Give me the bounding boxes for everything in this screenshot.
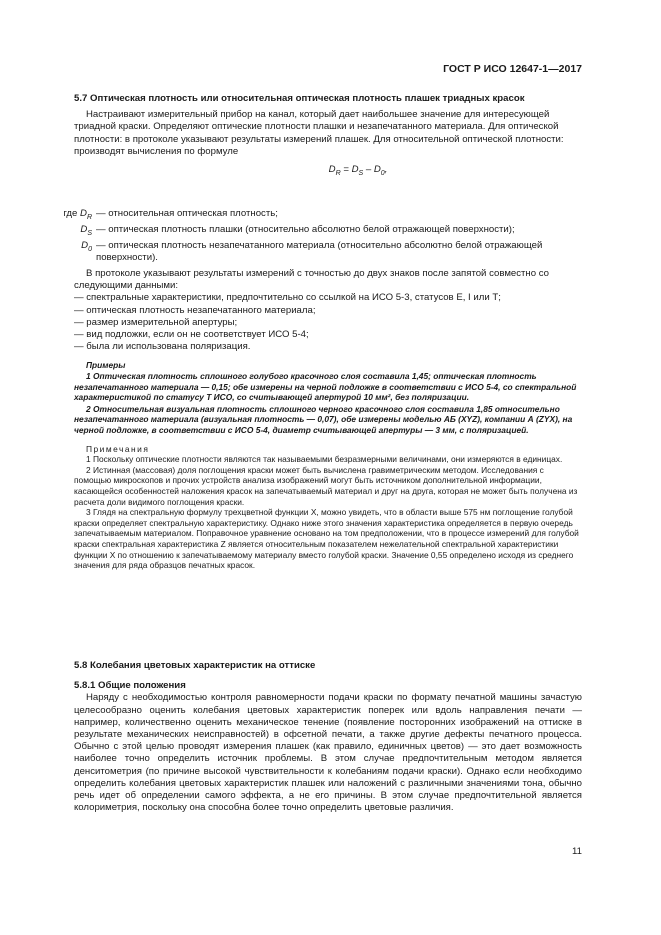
legend-text: — оптическая плотность плашки (относительно абсолютно белой отражающей поверхности); — [96, 224, 515, 236]
section-5-7 — [74, 93, 582, 180]
example-1: 1 Оптическая плотность сплошного голубого красочного слоя составила 1,45; оптическая плотность незапечатанного материала — 0,15; обе измерены на черной подложке в соответствии с ИСО 5-4, со спектральной характеристикой по статусу Т ИСО, со считывающей апертурой 10 мм², без поляризации. — [74, 371, 577, 403]
formula: $D_R = D_S - D_0$, — [328, 164, 388, 177]
section-5-7-body — [74, 268, 582, 571]
legend-row: где $D_R$ — относительная оптическая плотность; — [44, 208, 582, 224]
where-label: где — [63, 208, 78, 219]
formula-legend — [44, 208, 582, 265]
subsection-heading: 5.8.1 Общие положения — [74, 680, 186, 692]
page-number: 11 — [572, 846, 582, 857]
list-item: — размер измерительной апертуры; — [74, 316, 238, 328]
document-header: ГОСТ Р ИСО 12647-1—2017 — [443, 63, 582, 75]
list-item: — была ли использована поляризация. — [74, 341, 251, 353]
list-item: — оптическая плотность незапечатанного материала; — [74, 304, 316, 316]
note-2: 2 Истинная (массовая) доля поглощения краски может быть вычислена гравиметрическим методом. Исследования с помощью микроскопов и прочих устройств анализа изображений могут быть источником дополнительной информации, касающейся особенностей наложения красок на запечатываемый материал и друг на друга, которая не может быть получена из расчета доли видимого поглощения краски. — [74, 464, 578, 507]
section-heading: 5.8 Колебания цветовых характеристик на оттиске — [74, 660, 316, 671]
list-item: — спектральные характеристики, предпочтительно со ссылкой на ИСО 5-3, статусов Е, I или Т; — [74, 292, 501, 304]
section-heading: 5.7 Оптическая плотность или относительная оптическая плотность плашек триадных красок — [74, 93, 525, 104]
paragraph: Настраивают измерительный прибор на канал, который дает наибольшее значение для интересующей триадной краски. Определяют оптические плотности плашки и незапечатанного материала. Для оптической плотности: в протоколе указывают результаты измерений плашек. Для относительной оптической плотности: производят вычисления по формуле — [74, 109, 564, 157]
legend-text: — оптическая плотность незапечатанного материала (относительно абсолютно белой отражающей поверхности). — [96, 240, 543, 264]
legend-row: $D_0$ — оптическая плотность незапечатанного материала (относительно абсолютно белой отражающей поверхности). — [44, 240, 582, 264]
note-3: 3 Глядя на спектральную формулу трехцветной функции X, можно увидеть, что в области выше 575 нм поглощение голубой краски определяет спектральную характеристику. Однако ниже этого значения характеристика определяется в первую очередь запечатываемым материалом. Поправочное уравнение основано на том предположении, что в процессе измерений для голубой краски спектральная характеристика Z является относительным показателем нежелательной спектральной характеристики функции X по отношению к запечатываемому материалу вместо голубой краски. Значение 0,55 определено исходя из среднего значения для ряда образцов печатных красок. — [74, 507, 579, 571]
example-2: 2 Относительная визуальная плотность сплошного черного красочного слоя составила 1,85 относительно незапечатанного материала (визуальная плотность — 0,07), обе измерены моделью АБ (XYZ), компании А (ZYX), на черной подложке, в соответствии с ИСО 5-4, диаметр считывающей апертуры — 3 мм, с поляризацией. — [74, 403, 573, 435]
section-5-8 — [74, 660, 582, 814]
legend-row: $D_S$ — оптическая плотность плашки (относительно абсолютно белой отражающей поверхности); — [44, 224, 582, 240]
list-item: — вид подложки, если он не соответствует ИСО 5-4; — [74, 329, 309, 341]
paragraph: В протоколе указывают результаты измерений с точностью до двух знаков после запятой совместно со следующими данными: — [74, 268, 549, 292]
paragraph: Наряду с необходимостью контроля равномерности подачи краски по формату печатной машины зачастую целесообразно оценить колебания цветовых характеристик поперек или вдоль направления печати — например, количественно оценить механическое тенение (появление посторонних изображений на оттиске в результате механических неисправностей) в офсетной печати, а также другие дефекты печатного процесса. Обычно с этой целью проводят измерения плашек (как правило, единичных цветов) — это дает возможность наиболее точно определить источник проблемы. В этом случае предпочтительным методом является денситометрия (по причине высокой чувствительности к колебаниям подачи краски). Однако если необходимо определить колебания цветовых характеристик плашек или наложений с различными значениями тона, обычно речь идет об определении самого эффекта, а не его причины. В этом случае предпочтительной является колориметрия, поскольку она способна более точно определить цветовые различия. — [74, 692, 582, 814]
note-1: 1 Поскольку оптические плотности являются так называемыми безразмерными величинами, они измеряются в единицах. — [86, 454, 563, 465]
notes-title: Примечания — [86, 443, 150, 454]
examples-title: Примеры — [86, 360, 126, 371]
legend-text: — относительная оптическая плотность; — [96, 208, 278, 219]
